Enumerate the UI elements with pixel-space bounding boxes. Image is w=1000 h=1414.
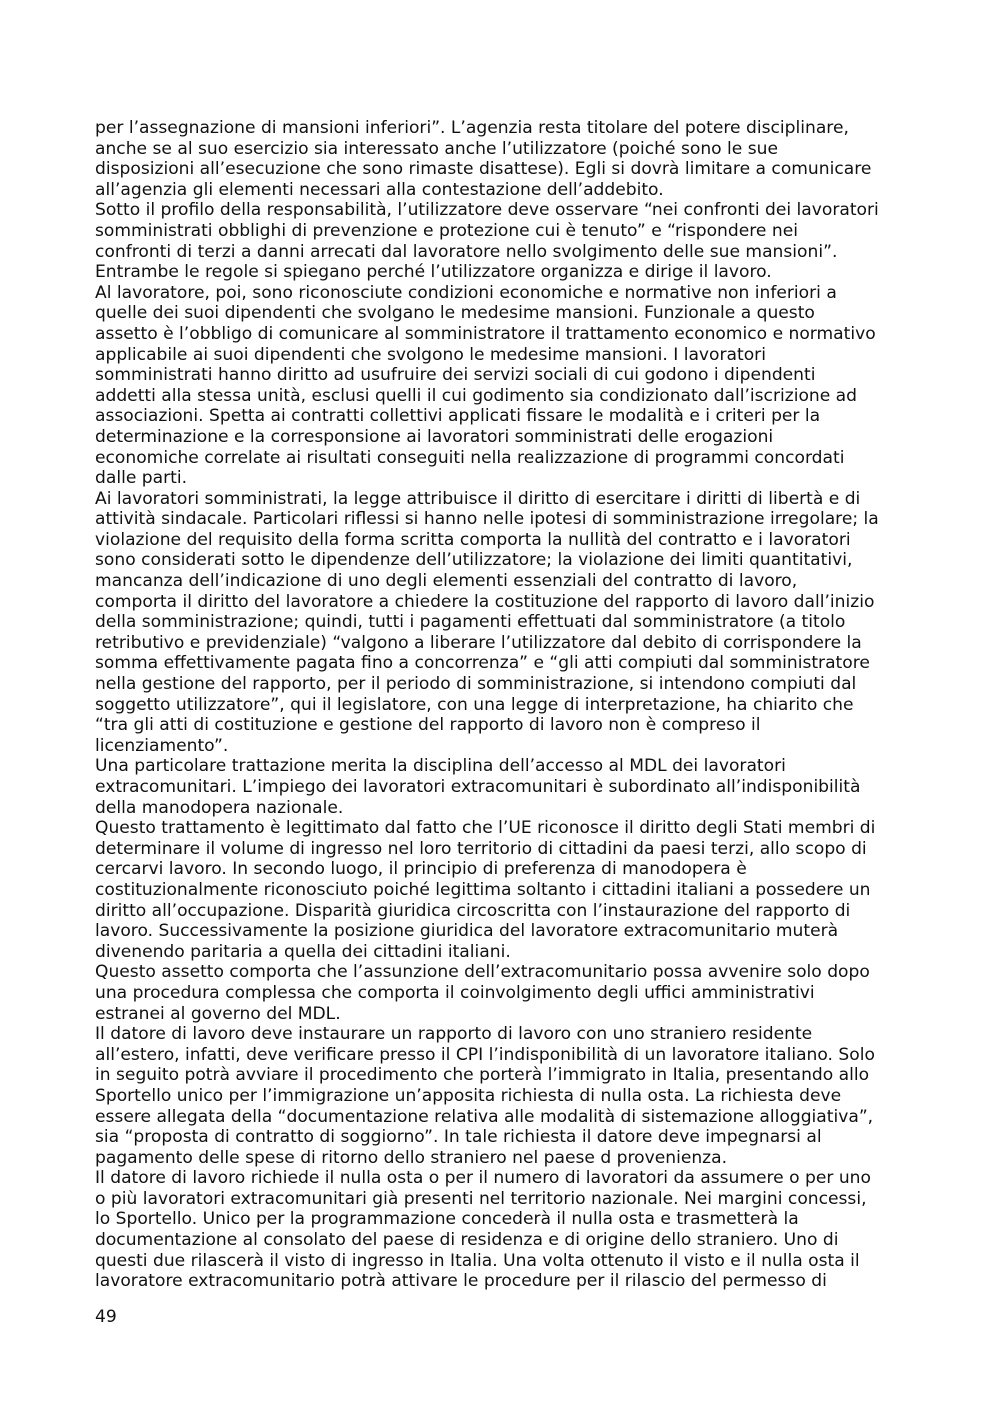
paragraph-economic-conditions: Al lavoratore, poi, sono riconosciute condizioni economiche e normative non inferiori a quelle dei suoi dipendenti che svolgano le medesime mansioni. Funzionale a questo assetto è l’obbligo di comunicare al somministratore il trattamento economico e normativo applicabile ai suoi dipendenti che svolgono le medesime mansioni. I lavoratori somministrati hanno diritto ad usufruire dei servizi sociali di cui godono i dipendenti addetti alla stessa unità, esclusi quelli il cui godimento sia condizionato dall’iscrizione ad associazioni. Spetta ai contratti collettivi applicati fissare le modalità e i criteri per la determinazione e la corresponsione ai lavoratori somministrati delle erogazioni economiche correlate ai risultati conseguiti nella realizzazione di programmi concordati dalle parti. bbox=[95, 282, 876, 489]
paragraph-union-rights: Ai lavoratori somministrati, la legge attribuisce il diritto di esercitare i diritti di libertà e di attività sindacale. Particolari riflessi si hanno nelle ipotesi di somministrazione irregolare; la violazione del requisito della forma scritta comporta la nullità del contratto e i lavoratori sono considerati sotto le dipendenze dell’utilizzatore; la violazione dei limiti quantitativi, mancanza dell’indicazione di uno degli elementi essenziali del contratto di lavoro, comporta il diritto del lavoratore a chiedere la costituzione del rapporto di lavoro dall’inizio della somministrazione; quindi, tutti i pagamenti effettuati dal somministratore (a titolo retributivo e previdenziale) “valgono a liberare l’utilizzatore dal debito di corrispondere la somma effettivamente pagata fino a concorrenza” e “gli atti compiuti dal somministratore nella gestione del rapporto, per il periodo di somministrazione, si intendono compiuti dal soggetto utilizzatore”, qui il legislatore, con una legge di interpretazione, ha chiarito che “tra gli atti di costituzione e gestione del rapporto di lavoro non è compreso il licenziamento”. bbox=[95, 488, 879, 756]
paragraph-procedure: Questo assetto comporta che l’assunzione dell’extracomunitario possa avvenire solo dopo una procedura complessa che comporta il coinvolgimento degli uffici amministrativi estranei al governo del MDL. bbox=[95, 962, 870, 1024]
paragraph-discipline: per l’assegnazione di mansioni inferiori”. L’agenzia resta titolare del potere disciplinare, anche se al suo esercizio sia interessato anche l’utilizzatore (poiché sono le sue disposizioni all’esecuzione che sono rimaste disattese). Egli si dovrà limitare a comunicare all’agenzia gli elementi necessari alla contestazione dell’addebito. bbox=[95, 118, 872, 200]
paragraph-responsibility: Sotto il profilo della responsabilità, l’utilizzatore deve osservare “nei confronti dei lavoratori somministrati obblighi di prevenzione e protezione cui è tenuto” e “rispondere nei confronti di terzi a danni arrecati dal lavoratore nello svolgimento delle sue mansioni”. Entrambe le regole si spiegano perché l’utilizzatore organizza e dirige il lavoro. bbox=[95, 200, 879, 283]
paragraph-employer-obligations: Il datore di lavoro deve instaurare un rapporto di lavoro con uno straniero residente all’estero, infatti, deve verificare presso il CPI l’indisponibilità di un lavoratore italiano. Solo in seguito potrà avviare il procedimento che porterà l’immigrato in Italia, presentando allo Sportello unico per l’immigrazione un’apposita richiesta di nulla osta. La richiesta deve essere allegata della “documentazione relativa alle modalità di sistemazione alloggiativa”, sia “proposta di contratto di soggiorno”. In tale richiesta il datore deve impegnarsi al pagamento delle spese di ritorno dello straniero nel paese d provenienza. bbox=[95, 1024, 875, 1168]
document-body bbox=[95, 118, 910, 1292]
paragraph-nulla-osta: Il datore di lavoro richiede il nulla osta o per il numero di lavoratori da assumere o per uno o più lavoratori extracomunitari già presenti nel territorio nazionale. Nei margini concessi, lo Sportello. Unico per la programmazione concederà il nulla osta e trasmetterà la documentazione al consolato del paese di residenza e di origine dello straniero. Uno di questi due rilascerà il visto di ingresso in Italia. Una volta ottenuto il visto e il nulla osta il lavoratore extracomunitario potrà attivare le procedure per il rilascio del permesso di bbox=[95, 1168, 871, 1292]
page-number: 49 bbox=[95, 1307, 117, 1327]
paragraph-eu-legitimacy: Questo trattamento è legittimato dal fatto che l’UE riconosce il diritto degli Stati membri di determinare il volume di ingresso nel loro territorio di cittadini da paesi terzi, allo scopo di cercarvi lavoro. In secondo luogo, il principio di preferenza di manodopera è costituzionalmente riconosciuto poiché legittima soltanto i cittadini italiani a possedere un diritto all’occupazione. Disparità giuridica circoscritta con l’instaurazione del rapporto di lavoro. Successivamente la posizione giuridica del lavoratore extracomunitario muterà divenendo paritaria a quella dei cittadini italiani. bbox=[95, 818, 876, 962]
paragraph-extracommunity-access: Una particolare trattazione merita la disciplina dell’accesso al MDL dei lavoratori extracomunitari. L’impiego dei lavoratori extracomunitari è subordinato all’indisponibilità della manodopera nazionale. bbox=[95, 756, 861, 818]
